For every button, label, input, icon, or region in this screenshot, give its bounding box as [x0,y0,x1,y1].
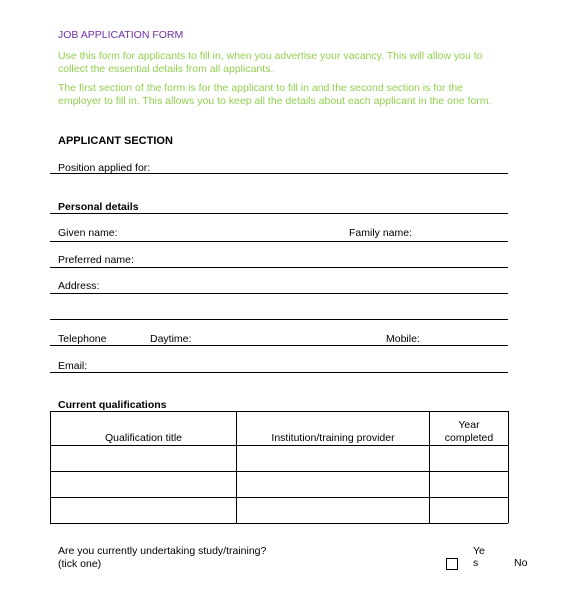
preferred-name-field-line[interactable] [50,267,508,268]
personal-details-divider [50,213,508,214]
daytime-label: Daytime: [150,333,192,345]
intro-paragraph-2-line2: employer to fill in. This allows you to keep all the details about each applicant in the one form. [58,95,492,107]
given-name-label: Given name: [58,227,118,239]
table-top-border [50,411,508,412]
no-label: No [514,557,528,569]
table-column-divider [236,411,237,523]
table-right-border [508,411,509,523]
preferred-name-label: Preferred name: [58,254,134,266]
qualifications-heading: Current qualifications [58,399,167,411]
yes-label-line1: Ye [473,545,485,557]
address-field-line-2[interactable] [50,319,508,320]
yes-label-line2: s [473,557,479,569]
address-field-line-1[interactable] [50,293,508,294]
table-row-border [50,497,508,498]
intro-paragraph-2-line1: The first section of the form is for the applicant to fill in and the second section is for the [58,82,464,94]
intro-paragraph-1-line2: collect the essential details from all applicants. [58,63,274,75]
mobile-label: Mobile: [386,333,420,345]
column-header-qualification-title: Qualification title [104,432,183,444]
column-header-year-line2: completed [444,432,494,444]
study-hint: (tick one) [58,558,102,570]
address-label: Address: [58,280,100,292]
email-label: Email: [58,360,88,372]
telephone-label: Telephone [58,333,107,345]
position-field-line[interactable] [50,173,508,174]
name-field-line[interactable] [50,241,508,242]
study-question: Are you currently undertaking study/training? [58,545,267,557]
family-name-label: Family name: [349,227,413,239]
form-title: JOB APPLICATION FORM [58,29,184,41]
personal-details-heading: Personal details [58,201,139,213]
column-header-institution: Institution/training provider [271,432,395,444]
applicant-section-heading: APPLICANT SECTION [58,135,173,147]
table-row-border [50,471,508,472]
column-header-year-line1: Year [458,419,480,431]
yes-checkbox[interactable] [446,558,458,570]
position-label: Position applied for: [58,162,151,174]
telephone-field-line[interactable] [50,345,508,346]
table-header-bottom-border [50,445,508,446]
intro-paragraph-1-line1: Use this form for applicants to fill in, when you advertise your vacancy. This will allow you to [58,50,483,62]
email-field-line[interactable] [50,372,508,373]
table-bottom-border [50,523,508,524]
table-left-border [50,411,51,523]
